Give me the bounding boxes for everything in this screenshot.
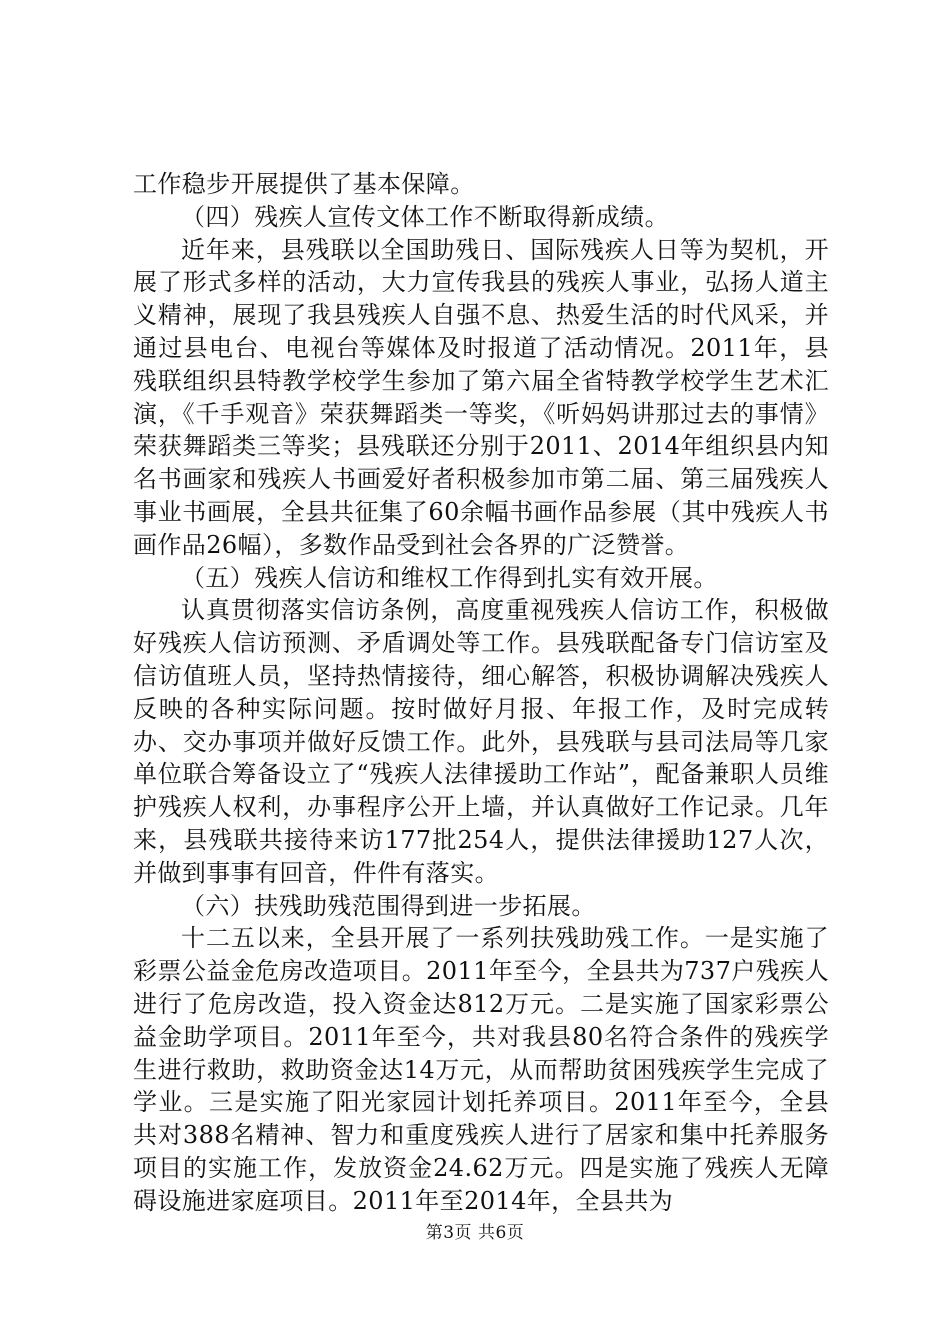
paragraph-continuation: 工作稳步开展提供了基本保障。 xyxy=(133,170,475,198)
paragraph-petition-rights: 认真贯彻落实信访条例，高度重视残疾人信访工作，积极做好残疾人信访预测、矛盾调处等工作。县残联配备专门信访室及信访值班人员，坚持热情接待，细心解答，积极协调解决残疾人反映的各种实际问题。按时做好月报、年报工作，及时完成转办、交办事项并做好反馈工作。此外，县残联与县司法局等几家单位联合筹备设立了“残疾人法律援助工作站”，配备兼职人员维护残疾人权利，办事程序公开上墙，并认真做好工作记录。几年来，县残联共接待来访177批254人，提供法律援助127人次，并做到事事有回音，件件有落实。 xyxy=(133,596,829,887)
page-number-footer: 第3页 共6页 xyxy=(425,1223,525,1243)
section-heading-four: （四）残疾人宣传文体工作不断取得新成绩。 xyxy=(181,202,669,231)
paragraph-publicity-culture: 近年来，县残联以全国助残日、国际残疾人日等为契机，开展了形式多样的活动，大力宣传我县的残疾人事业，弘扬人道主义精神，展现了我县残疾人自强不息、热爱生活的时代风采，并通过县电台、电视台等媒体及时报道了活动情况。2011年，县残联组织县特教学校学生参加了第六届全省特教学校学生艺术汇演，《千手观音》荣获舞蹈类一等奖，《听妈妈讲那过去的事情》荣获舞蹈类三等奖；县残联还分别于2011、2014年组织县内知名书画家和残疾人书画爱好者积极参加市第二届、第三届残疾人事业书画展，全县共征集了60余幅书画作品参展（其中残疾人书画作品26幅），多数作品受到社会各界的广泛赞誉。 xyxy=(133,235,829,559)
section-heading-five: （五）残疾人信访和维权工作得到扎实有效开展。 xyxy=(181,563,718,592)
document-body xyxy=(133,168,829,1218)
paragraph-assistance-projects: 十二五以来，全县开展了一系列扶残助残工作。一是实施了彩票公益金危房改造项目。2011年至今，全县共为737户残疾人进行了危房改造，投入资金达812万元。二是实施了国家彩票公益金助学项目。2011年至今，共对我县80名符合条件的残疾学生进行救助，救助资金达14万元，从而帮助贫困残疾学生完成了学业。三是实施了阳光家园计划托养项目。2011年至今，全县共对388名精神、智力和重度残疾人进行了居家和集中托养服务项目的实施工作，发放资金24.62万元。四是实施了残疾人无障碍设施进家庭项目。2011年至2014年，全县共为 xyxy=(133,924,829,1215)
section-heading-six: （六）扶残助残范围得到进一步拓展。 xyxy=(181,891,596,920)
